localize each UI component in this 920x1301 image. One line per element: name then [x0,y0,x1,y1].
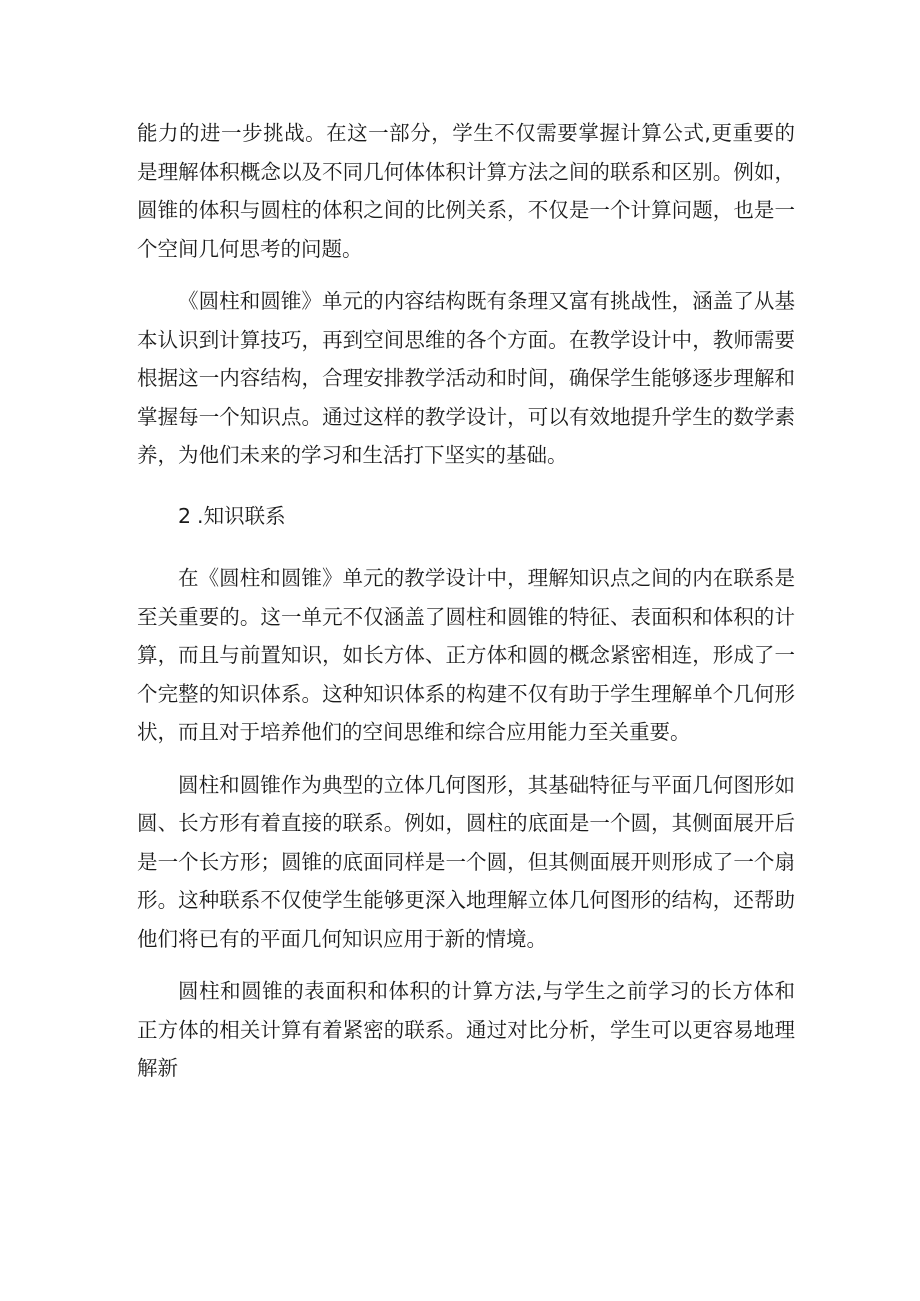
paragraph-plane-geometry-link: 圆柱和圆锥作为典型的立体几何图形，其基础特征与平面几何图形如圆、长方形有着直接的联系。例如，圆柱的底面是一个圆，其侧面展开后是一个长方形；圆锥的底面同样是一个圆，但其侧面展开则形成了一个扇形。这种联系不仅使学生能够更深入地理解立体几何图形的结构，还帮助他们将已有的平面几何知识应用于新的情境。 [137,772,795,951]
section-title: .知识联系 [197,503,286,528]
paragraph-calculation-link: 圆柱和圆锥的表面积和体积的计算方法,与学生之前学习的长方体和正方体的相关计算有着紧密的联系。通过对比分析，学生可以更容易地理解新 [137,979,795,1080]
paragraph-unit-structure: 《圆柱和圆锥》单元的内容结构既有条理又富有挑战性，涵盖了从基本认识到计算技巧，再到空间思维的各个方面。在教学设计中，教师需要根据这一内容结构，合理安排教学活动和时间，确保学生能够逐步理解和掌握每一个知识点。通过这样的教学设计，可以有效地提升学生的数学素养，为他们未来的学习和生活打下坚实的基础。 [137,289,795,467]
document-body [137,114,795,1102]
paragraph-knowledge-system: 在《圆柱和圆锥》单元的教学设计中，理解知识点之间的内在联系是至关重要的。这一单元不仅涵盖了圆柱和圆锥的特征、表面积和体积的计算，而且与前置知识，如长方体、正方体和圆的概念紧密相连，形成了一个完整的知识体系。这种知识体系的构建不仅有助于学生理解单个几何形状，而且对于培养他们的空间思维和综合应用能力至关重要。 [137,566,795,744]
section-number: 2 [178,503,192,528]
paragraph-volume-challenge: 能力的进一步挑战。在这一部分，学生不仅需要掌握计算公式,更重要的是理解体积概念以及不同几何体体积计算方法之间的联系和区别。例如，圆锥的体积与圆柱的体积之间的比例关系，不仅是一个计算问题，也是一个空间几何思考的问题。 [137,121,795,261]
section-heading-knowledge-links [137,497,795,536]
